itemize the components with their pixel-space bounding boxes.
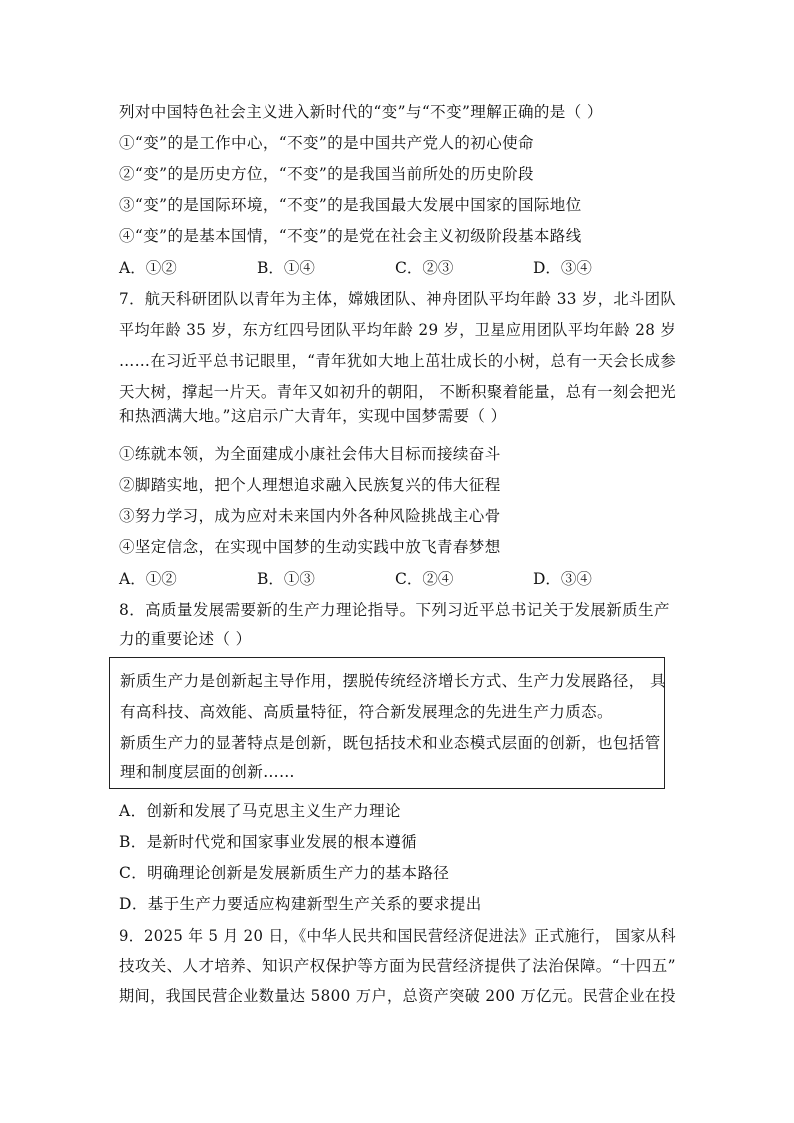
q9-stem-line-1: 9．2025 年 5 月 20 日，《中华人民共和国民营经济促进法》正式施行， 国家从科: [119, 927, 676, 945]
q8-box-line-2: 有高科技、高效能、高质量特征，符合新发展理念的先进生产力质态。: [120, 703, 613, 721]
q6-item-1: ①“变”的是工作中心，“不变”的是中国共产党人的初心使命: [119, 134, 534, 152]
q7-stem-line-3: ……在习近平总书记眼里，“青年犹如大地上茁壮成长的小树，总有一天会长成参: [119, 352, 676, 370]
q7-option-b: B．①③: [257, 570, 315, 588]
q6-options: [119, 257, 671, 279]
q7-stem-line-5: 和热洒满大地。”这启示广大青年，实现中国梦需要（ ）: [119, 407, 507, 425]
q6-option-a: A．①②: [119, 259, 177, 277]
q6-option-d: D．③④: [533, 259, 592, 277]
q6-item-3: ③“变”的是国际环境，“不变”的是我国最大发展中国家的国际地位: [119, 196, 582, 214]
q7-stem-line-1: 7．航天科研团队以青年为主体，嫦娥团队、神舟团队平均年龄 33 岁，北斗团队: [119, 290, 676, 308]
q6-item-2: ②“变”的是历史方位，“不变”的是我国当前所处的历史阶段: [119, 165, 534, 183]
q8-option-a: A．创新和发展了马克思主义生产力理论: [119, 802, 401, 820]
q7-option-a: A．①②: [119, 570, 177, 588]
q6-option-b: B．①④: [257, 259, 315, 277]
q8-stem-line-2: 力的重要论述（ ）: [119, 630, 252, 648]
q8-box-line-4: 理和制度层面的创新……: [120, 763, 295, 781]
q8-stem-line-1: 8．高质量发展需要新的生产力理论指导。下列习近平总书记关于发展新质生产: [119, 601, 670, 619]
q6-option-c: C．②③: [395, 259, 454, 277]
q9-stem-line-2: 技攻关、人才培养、知识产权保护等方面为民营经济提供了法治保障。“十四五”: [119, 957, 676, 975]
q8-option-c: C．明确理论创新是发展新质生产力的基本路径: [119, 864, 450, 882]
q7-item-4: ④坚定信念，在实现中国梦的生动实践中放飞青春梦想: [119, 538, 501, 556]
q8-box-line-1: 新质生产力是创新起主导作用，摆脱传统经济增长方式、生产力发展路径， 具: [120, 672, 666, 690]
q7-item-3: ③努力学习，成为应对未来国内外各种风险挑战主心骨: [119, 507, 501, 525]
q8-quote-box: [109, 657, 665, 789]
q7-stem-line-2: 平均年龄 35 岁，东方红四号团队平均年龄 29 岁，卫星应用团队平均年龄 28 岁: [119, 321, 676, 339]
q8-option-b: B．是新时代党和国家事业发展的根本遵循: [119, 833, 417, 851]
q7-item-2: ②脚踏实地，把个人理想追求融入民族复兴的伟大征程: [119, 476, 501, 494]
q7-stem-line-4: 天大树，撑起一片天。青年又如初升的朝阳， 不断积聚着能量，总有一刻会把光: [119, 383, 676, 401]
q8-option-d: D．基于生产力要适应构建新型生产关系的要求提出: [119, 895, 482, 913]
q9-stem-line-3: 期间，我国民营企业数量达 5800 万户，总资产突破 200 万亿元。民营企业在投: [119, 987, 676, 1005]
q7-option-c: C．②④: [395, 570, 454, 588]
q8-box-line-3: 新质生产力的显著特点是创新，既包括技术和业态模式层面的创新，也包括管: [120, 734, 661, 752]
q7-item-1: ①练就本领，为全面建成小康社会伟大目标而接续奋斗: [119, 445, 501, 463]
q7-option-d: D．③④: [533, 570, 592, 588]
q6-item-4: ④“变”的是基本国情，“不变”的是党在社会主义初级阶段基本路线: [119, 227, 582, 245]
q7-options: [119, 568, 671, 590]
q6-stem: 列对中国特色社会主义进入新时代的“变”与“不变”理解正确的是（ ）: [119, 103, 603, 121]
